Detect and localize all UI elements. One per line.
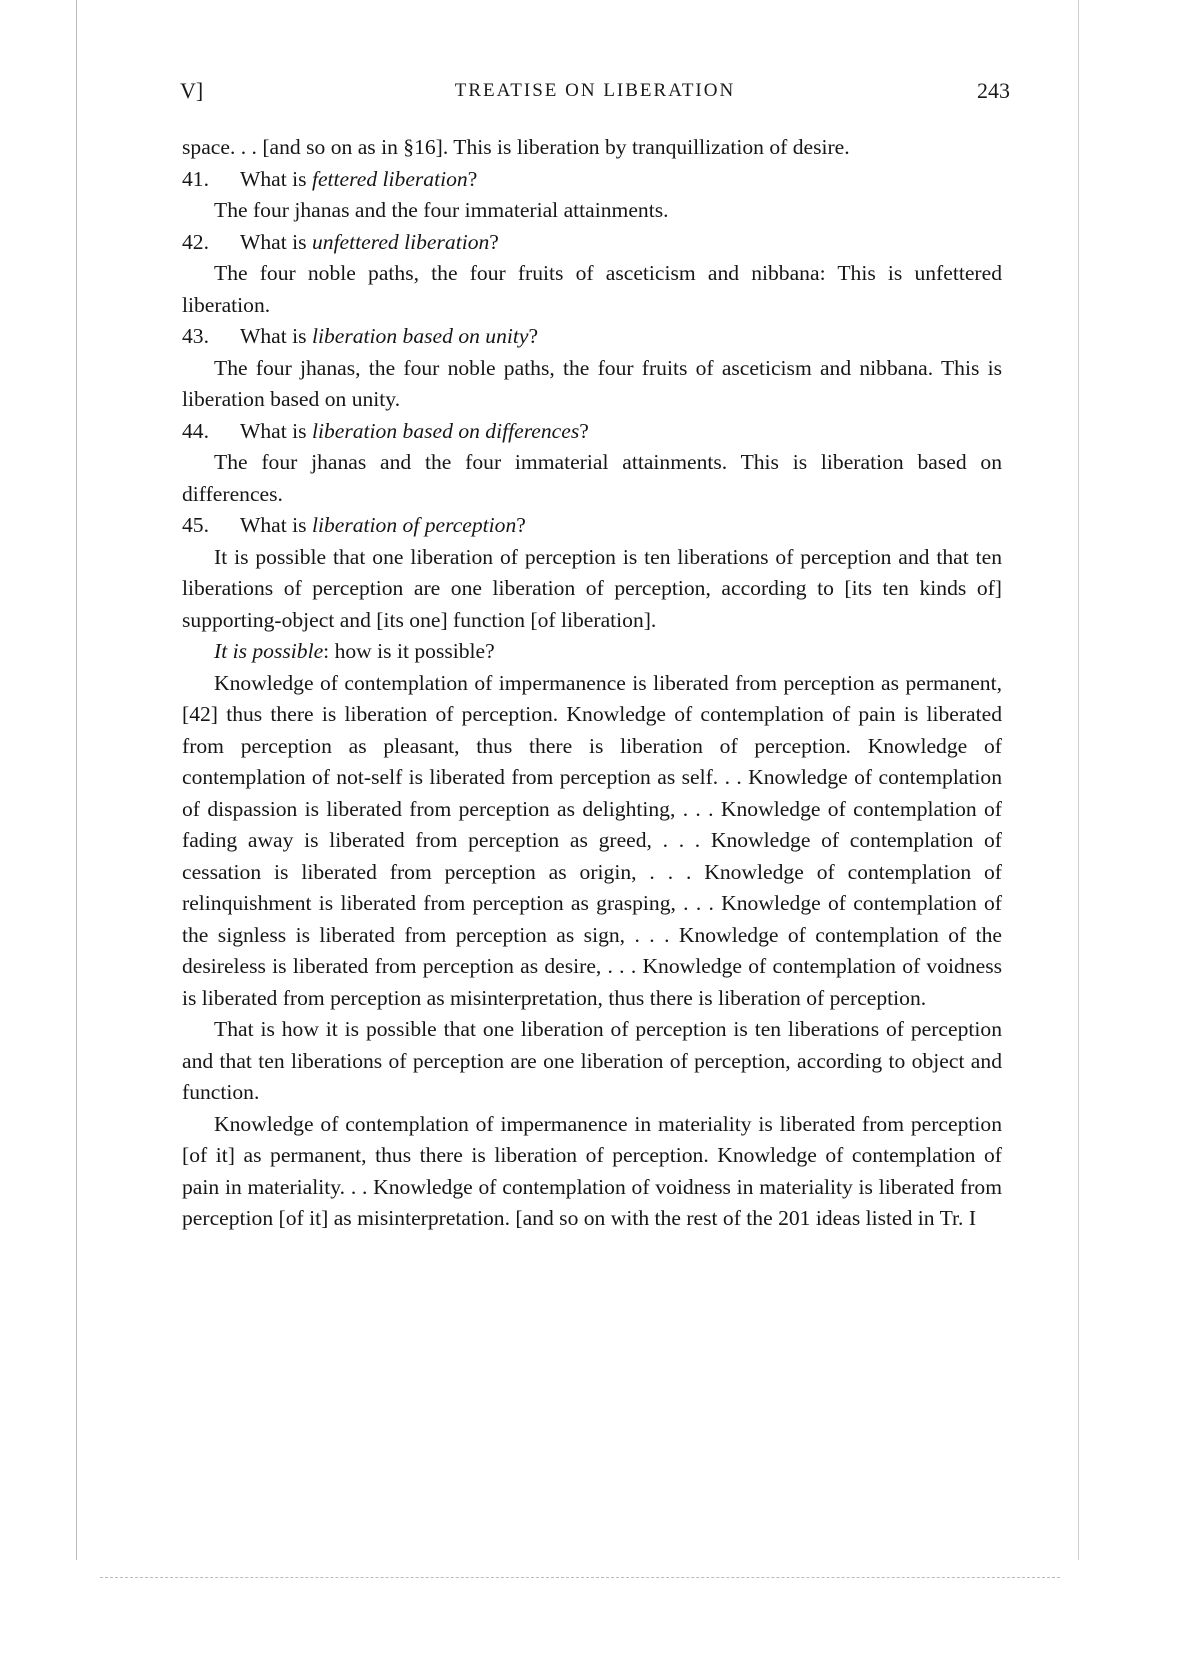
question-term: liberation based on differences (311, 418, 580, 443)
question-45: 45. What is liberation of perception? (182, 510, 1002, 542)
paragraph-it-is-possible: It is possible: how is it possible? (214, 639, 495, 663)
page-right-edge (1078, 0, 1079, 1560)
question-43: 43. What is liberation based on unity? (182, 321, 1002, 353)
question-42: 42. What is unfettered liberation? (182, 227, 1002, 259)
question-number: 45. (182, 513, 209, 537)
question-number: 41. (182, 166, 209, 191)
question-term: liberation of perception (311, 513, 517, 537)
chapter-marker: V] (180, 78, 204, 103)
paragraph-knowledge-contemplation: Knowledge of contemplation of impermanence is liberated from perception as permanent, [42] thus there is liberation of perception. Knowledge of contemplation of pain is liberated from perception as pleasant, thus there is liberation of perception. Knowledge of contemplation of not-self is liberated from perception as self. . . Knowledge of contemplation of dispassion is liberated from perception as delighting, . . . Knowledge of contemplation of fading away is liberated from perception as greed, . . . Knowledge of contemplation of cessation is liberated from perception as origin, . . . Knowledge of contemplation of relinquishment is liberated from perception as grasping, . . . Knowledge of contemplation of the signless is liberated from perception as sign, . . . Knowledge of contemplation of the desireless is liberated from perception as desire, . . . Knowledge of contemplation of voidness is liberated from perception as misinterpretation, thus there is liberation of perception. (182, 670, 1002, 1010)
running-title: TREATISE ON LIBERATION (454, 80, 736, 101)
paragraph-materiality: Knowledge of contemplation of impermanence in materiality is liberated from perception [of it] as permanent, thus there is liberation of perception. Knowledge of contemplation of pain in materiality. . . Knowledge of contemplation of voidness in materiality is liberated from perception [of it] as misinterpretation. [and so on with the rest of the 201 ideas listed in Tr. I (182, 1111, 1002, 1230)
page-number: 243 (977, 78, 1010, 103)
question-number: 42. (182, 229, 209, 254)
running-header (180, 78, 1010, 108)
question-number: 44. (182, 418, 209, 443)
answer-45: It is possible that one liberation of perception is ten liberations of perception and that ten liberations of perception are one liberation of perception, according to [its ten kinds of] supporting-object and [its one] function [of liberation]. (182, 544, 1002, 632)
question-41: 41. What is fettered liberation? (182, 164, 1002, 196)
paragraph-how-possible: That is how it is possible that one liberation of perception is ten liberations of perception and that ten liberations of perception are one liberation of perception, according to object and function. (182, 1017, 1002, 1104)
question-term: liberation based on unity (311, 324, 529, 348)
answer-43: The four jhanas, the four noble paths, the four fruits of asceticism and nibbana. This is liberation based on unity. (182, 355, 1002, 411)
answer-41: The four jhanas and the four immaterial attainments. (214, 198, 669, 222)
question-term: fettered liberation (311, 166, 468, 191)
question-44: 44. What is liberation based on differences? (182, 416, 1002, 448)
question-number: 43. (182, 324, 209, 348)
paragraph-continuation: space. . . [and so on as in §16]. This is liberation by tranquillization of desire. (182, 135, 850, 159)
page-bottom-edge (100, 1577, 1060, 1578)
body-text (182, 132, 1002, 1235)
answer-44: The four jhanas and the four immaterial attainments. This is liberation based on differences. (182, 450, 1002, 506)
answer-42: The four noble paths, the four fruits of asceticism and nibbana: This is unfettered liberation. (182, 261, 1002, 317)
page-left-edge (76, 0, 77, 1560)
question-term: unfettered liberation (311, 229, 490, 254)
